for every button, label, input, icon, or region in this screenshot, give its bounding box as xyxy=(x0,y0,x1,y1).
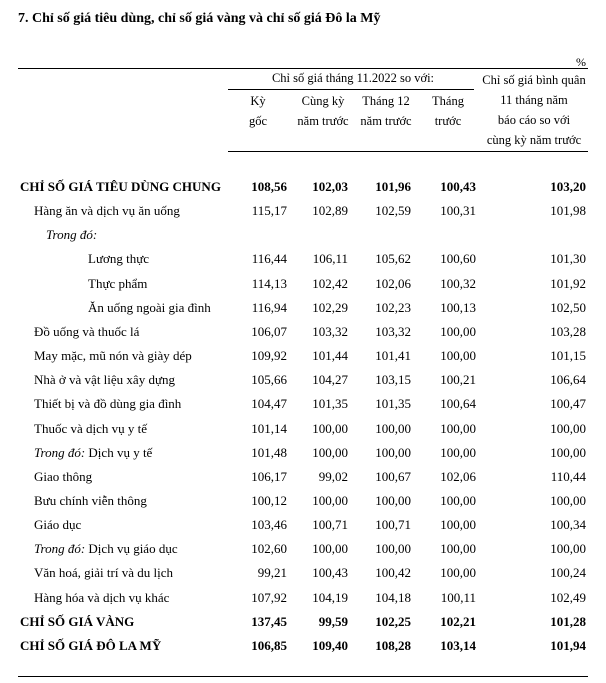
row-value: 107,92 xyxy=(251,589,287,605)
row-value: 103,20 xyxy=(550,179,586,194)
row-value: 106,64 xyxy=(550,372,586,388)
row-value: 105,66 xyxy=(251,372,287,388)
row-label-prefix: Trong đó: xyxy=(34,444,86,460)
table-row xyxy=(0,513,606,537)
header-col-previous-month-line2: trước xyxy=(434,114,462,128)
row-value: 101,44 xyxy=(312,348,348,364)
row-value: 101,28 xyxy=(550,613,586,629)
row-label: Trong đó: xyxy=(46,227,98,243)
row-label: May mặc, mũ nón và giày dép xyxy=(34,348,192,364)
row-label: Hàng hóa và dịch vụ khác xyxy=(34,589,170,605)
row-value: 100,12 xyxy=(251,492,287,508)
table-row xyxy=(0,610,606,634)
row-value: 104,27 xyxy=(312,372,348,388)
row-value: 102,21 xyxy=(440,613,476,629)
header-col-december-line1: Tháng 12 xyxy=(362,94,410,108)
row-value: 100,00 xyxy=(440,517,476,533)
header-col-previous-month xyxy=(418,91,478,131)
row-value: 103,46 xyxy=(251,517,287,533)
row-value: 100,00 xyxy=(440,565,476,581)
table-row xyxy=(0,272,606,296)
header-bottom-rule xyxy=(228,151,588,152)
row-value: 105,62 xyxy=(375,251,411,267)
row-value: 104,18 xyxy=(375,589,411,605)
row-value: 116,94 xyxy=(251,299,287,315)
row-value: 100,00 xyxy=(550,492,586,508)
row-value: 100,43 xyxy=(440,179,476,194)
row-value: 100,00 xyxy=(550,444,586,460)
header-col-december xyxy=(354,91,418,131)
row-value: 100,00 xyxy=(375,444,411,460)
row-value: 100,00 xyxy=(312,444,348,460)
row-value: 100,71 xyxy=(375,517,411,533)
row-value: 100,13 xyxy=(440,299,476,315)
row-value: 101,35 xyxy=(375,396,411,412)
row-value: 99,59 xyxy=(318,613,348,629)
header-group-rule xyxy=(228,89,474,90)
row-label: Ăn uống ngoài gia đình xyxy=(88,299,211,315)
row-value: 99,21 xyxy=(257,565,287,581)
header-col-base-line2: gốc xyxy=(248,114,268,128)
row-value: 100,00 xyxy=(440,348,476,364)
row-value: 103,32 xyxy=(312,323,348,339)
row-label: Thực phẩm xyxy=(88,275,148,291)
row-value: 104,47 xyxy=(251,396,287,412)
table-row xyxy=(0,223,606,247)
row-value: 99,02 xyxy=(318,468,348,484)
header-col-same-period-line1: Cùng kỳ xyxy=(301,94,345,108)
header-col-base-line1: Kỳ xyxy=(250,94,266,108)
header-col-average-line1: Chỉ số giá bình quân xyxy=(482,73,586,87)
row-value: 110,44 xyxy=(550,468,586,484)
row-label: Văn hoá, giải trí và du lịch xyxy=(34,565,173,581)
row-label xyxy=(34,441,152,465)
row-value: 101,35 xyxy=(312,396,348,412)
row-value: 100,71 xyxy=(312,517,348,533)
row-value: 100,00 xyxy=(375,420,411,436)
row-label: Giáo dục xyxy=(34,517,82,533)
row-value: 100,47 xyxy=(550,396,586,412)
row-value: 100,31 xyxy=(440,203,476,219)
row-value: 101,92 xyxy=(550,275,586,291)
row-value: 108,56 xyxy=(251,179,287,194)
header-col-same-period-line2: năm trước xyxy=(297,114,349,128)
row-value: 100,00 xyxy=(550,420,586,436)
row-value: 100,00 xyxy=(312,420,348,436)
header-col-average xyxy=(478,70,590,150)
row-value: 102,03 xyxy=(312,179,348,194)
row-value: 102,50 xyxy=(550,299,586,315)
row-label xyxy=(34,537,178,561)
table-row xyxy=(0,320,606,344)
row-value: 100,00 xyxy=(312,541,348,557)
table-row xyxy=(0,417,606,441)
table-row xyxy=(0,634,606,658)
table-title: 7. Chỉ số giá tiêu dùng, chỉ số giá vàng và chỉ số giá Đô la Mỹ xyxy=(18,11,381,26)
table-row xyxy=(0,441,606,465)
row-label: Giao thông xyxy=(34,468,93,484)
header-col-average-line4: cùng kỳ năm trước xyxy=(486,133,582,147)
row-value: 106,07 xyxy=(251,323,287,339)
row-value: 100,24 xyxy=(550,565,586,581)
row-value: 102,06 xyxy=(375,275,411,291)
row-label: Lương thực xyxy=(88,251,150,267)
row-value: 103,14 xyxy=(440,637,476,653)
row-value: 100,32 xyxy=(440,275,476,291)
row-value: 100,00 xyxy=(375,541,411,557)
row-label-text: Dịch vụ y tế xyxy=(85,444,153,460)
row-value: 101,96 xyxy=(375,179,411,194)
table-row xyxy=(0,344,606,368)
unit-label: % xyxy=(576,55,586,69)
row-value: 100,43 xyxy=(312,565,348,581)
row-label: CHỈ SỐ GIÁ VÀNG xyxy=(20,613,135,629)
table-row xyxy=(0,175,606,199)
table-row xyxy=(0,489,606,513)
row-value: 104,19 xyxy=(312,589,348,605)
row-value: 100,00 xyxy=(312,492,348,508)
row-value: 114,13 xyxy=(251,275,287,291)
row-value: 102,89 xyxy=(312,203,348,219)
row-label: Thiết bị và đồ dùng gia đình xyxy=(34,396,182,412)
row-value: 109,92 xyxy=(251,348,287,364)
row-label: CHỈ SỐ GIÁ TIÊU DÙNG CHUNG xyxy=(20,179,221,194)
row-value: 101,48 xyxy=(251,444,287,460)
row-value: 101,15 xyxy=(550,348,586,364)
bottom-rule xyxy=(18,676,588,677)
header-col-december-line2: năm trước xyxy=(360,114,412,128)
row-value: 103,15 xyxy=(375,372,411,388)
row-value: 100,11 xyxy=(440,589,476,605)
table-row xyxy=(0,392,606,416)
header-col-base xyxy=(228,91,288,131)
row-value: 106,11 xyxy=(312,251,348,267)
row-label: Bưu chính viễn thông xyxy=(34,492,147,508)
row-value: 101,41 xyxy=(375,348,411,364)
row-label: Đồ uống và thuốc lá xyxy=(34,323,140,339)
table-row xyxy=(0,199,606,223)
table-row xyxy=(0,465,606,489)
row-value: 100,60 xyxy=(440,251,476,267)
row-value: 103,28 xyxy=(550,323,586,339)
row-value: 115,17 xyxy=(251,203,287,219)
row-value: 100,64 xyxy=(440,396,476,412)
header-col-average-line3: báo cáo so với xyxy=(497,113,571,127)
row-value: 100,21 xyxy=(440,372,476,388)
row-value: 102,25 xyxy=(375,613,411,629)
row-value: 100,00 xyxy=(440,492,476,508)
row-value: 106,85 xyxy=(251,637,287,653)
row-value: 102,42 xyxy=(312,275,348,291)
row-value: 100,00 xyxy=(440,323,476,339)
row-label: Nhà ở và vật liệu xây dựng xyxy=(34,372,175,388)
row-value: 102,60 xyxy=(251,541,287,557)
row-value: 100,67 xyxy=(375,468,411,484)
row-label-text: Dịch vụ giáo dục xyxy=(85,541,178,557)
row-value: 116,44 xyxy=(251,251,287,267)
row-value: 102,49 xyxy=(550,589,586,605)
row-value: 102,29 xyxy=(312,299,348,315)
row-value: 103,32 xyxy=(375,323,411,339)
table-row xyxy=(0,561,606,585)
row-label: CHỈ SỐ GIÁ ĐÔ LA MỸ xyxy=(20,637,162,653)
table-row xyxy=(0,537,606,561)
table-row xyxy=(0,586,606,610)
row-label: Hàng ăn và dịch vụ ăn uống xyxy=(34,203,180,219)
row-value: 101,14 xyxy=(251,420,287,436)
row-value: 100,00 xyxy=(375,492,411,508)
row-value: 100,42 xyxy=(375,565,411,581)
row-value: 100,00 xyxy=(440,444,476,460)
row-value: 102,59 xyxy=(375,203,411,219)
row-value: 101,94 xyxy=(550,637,586,653)
header-group-label: Chỉ số giá tháng 11.2022 so với: xyxy=(271,71,435,85)
row-label-prefix: Trong đó: xyxy=(34,541,86,557)
row-value: 106,17 xyxy=(251,468,287,484)
header-col-same-period xyxy=(290,91,356,131)
row-label: Thuốc và dịch vụ y tế xyxy=(34,420,147,436)
header-col-previous-month-line1: Tháng xyxy=(432,94,464,108)
row-value: 108,28 xyxy=(375,637,411,653)
row-value: 100,34 xyxy=(550,517,586,533)
row-value: 137,45 xyxy=(251,613,287,629)
row-value: 101,30 xyxy=(550,251,586,267)
row-value: 102,23 xyxy=(375,299,411,315)
row-value: 100,00 xyxy=(550,541,586,557)
table-row xyxy=(0,368,606,392)
row-value: 101,98 xyxy=(550,203,586,219)
row-value: 102,06 xyxy=(440,468,476,484)
table-row xyxy=(0,247,606,271)
table-row xyxy=(0,296,606,320)
header-col-average-line2: 11 tháng năm xyxy=(500,93,568,107)
row-value: 109,40 xyxy=(312,637,348,653)
row-value: 100,00 xyxy=(440,541,476,557)
row-value: 100,00 xyxy=(440,420,476,436)
